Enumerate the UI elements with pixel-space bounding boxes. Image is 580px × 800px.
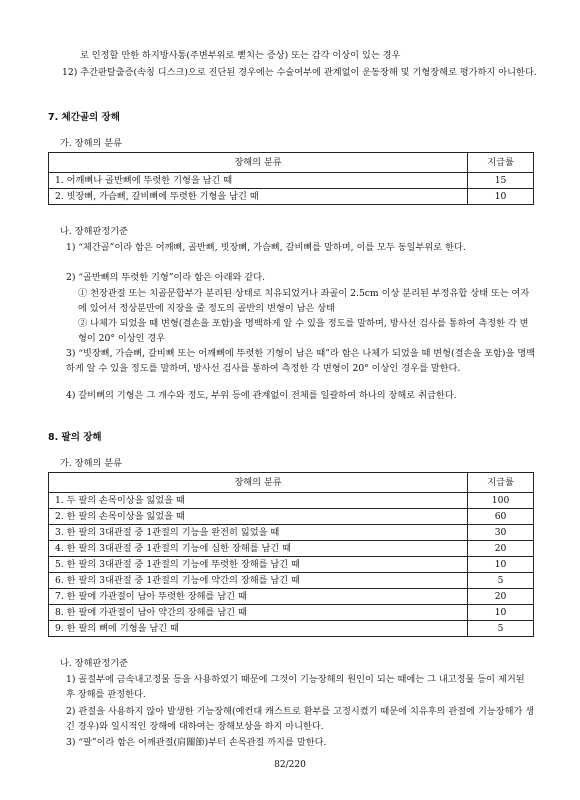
table-row <box>49 541 534 557</box>
row-rate: 10 <box>468 557 534 573</box>
row-name: 1. 두 팔의 손목이상을 잃었을 때 <box>49 493 468 509</box>
page-number: 82/220 <box>274 760 306 770</box>
row-rate: 60 <box>468 509 534 525</box>
row-name: 4. 한 팔의 3대관절 중 1관절의 기능에 심한 장해를 남긴 때 <box>49 541 468 557</box>
table-row <box>49 493 534 509</box>
section-8-subheading-b: 나. 장해판정기준 <box>60 658 128 669</box>
row-rate: 5 <box>468 573 534 589</box>
criterion-1: 1) “체간골”이라 함은 어깨뼈, 골반뼈, 빗장뼈, 가슴뼈, 갈비뼈를 말하며, 이를 모두 동일부위로 한다. <box>66 242 466 253</box>
row-rate: 20 <box>468 541 534 557</box>
section-7-title: 7. 체간골의 장해 <box>48 112 120 123</box>
table-header-row <box>49 473 534 493</box>
continuation-line: 로 인정할 만한 하지방사통(주변부위로 뻗치는 증상) 또는 감각 이상이 있는 경우 <box>80 50 401 61</box>
header-rate: 지급률 <box>468 473 534 493</box>
row-name: 2. 한 팔의 손목이상을 잃었을 때 <box>49 509 468 525</box>
table-row <box>49 525 534 541</box>
row-name: 6. 한 팔의 3대관절 중 1관절의 기능에 약간의 장해를 남긴 때 <box>49 573 468 589</box>
row-name: 5. 한 팔의 3대관절 중 1관절의 기능에 뚜렷한 장해를 남긴 때 <box>49 557 468 573</box>
row-rate: 10 <box>468 189 534 205</box>
section-8-subheading-a: 가. 장해의 분류 <box>60 458 123 469</box>
table-row <box>49 557 534 573</box>
table-row <box>49 509 534 525</box>
row-rate: 100 <box>468 493 534 509</box>
table-row <box>49 573 534 589</box>
criterion-3: 3) “팔”이라 함은 어깨관절(肩關節)부터 손목관절 까지를 말한다. <box>66 737 327 748</box>
row-name: 9. 한 팔의 뼈에 기형을 남긴 때 <box>49 621 468 637</box>
criterion-1: 1) 골절부에 금속내고정물 등을 사용하였기 때문에 그것이 기능장해의 원인이 되는 때에는 그 내고정물 등이 제거된 후 장해를 판정한다. <box>66 674 525 700</box>
row-name: 2. 빗장뼈, 가슴뼈, 갈비뼈에 뚜렷한 기형을 남긴 때 <box>49 189 468 205</box>
row-name: 1. 어깨뼈나 골반뼈에 뚜렷한 기형을 남긴 때 <box>49 173 468 189</box>
criterion-2: 2) 관절을 사용하지 않아 발생한 기능장해(예컨대 캐스트로 환부를 고정시켰기 때문에 치유후의 관절에 기능장해가 생긴 경우)와 일시적인 장해에 대하여는 장해보상을 하지 아니한다. <box>66 706 535 732</box>
section-7-subheading-a: 가. 장해의 분류 <box>60 138 123 149</box>
row-rate: 10 <box>468 605 534 621</box>
row-rate: 20 <box>468 589 534 605</box>
criterion-3: 3) “빗장뼈, 가슴뼈, 갈비뼈 또는 어깨뼈에 뚜렷한 기형이 남은 때”라 함은 나체가 되었을 때 변형(결손을 포함)을 명백하게 알 수 있을 정도를 말하며, 방사선 검사를 통하여 측정한 각 변형이 20° 이상인 경우를 말한다. <box>66 348 536 374</box>
criterion-2-b: ② 나체가 되었을 때 변형(결손을 포함)을 명백하게 알 수 있을 정도를 말하며, 방사선 검사를 통하여 측정한 각 변형이 20° 이상인 경우 <box>78 318 529 344</box>
criterion-4: 4) 갈비뼈의 기형은 그 개수와 정도, 부위 등에 관계없이 전체를 일괄하여 하나의 장해로 취급한다. <box>66 390 457 401</box>
section-8-table <box>48 472 534 637</box>
criterion-2: 2) “골반뼈의 뚜렷한 기형”이라 함은 아래와 같다. <box>66 272 266 283</box>
table-row <box>49 589 534 605</box>
table-row <box>49 621 534 637</box>
row-name: 8. 한 팔에 가관절이 남아 약간의 장해를 남긴 때 <box>49 605 468 621</box>
section-7-subheading-b: 나. 장해판정기준 <box>60 226 128 237</box>
row-name: 7. 한 팔에 가관절이 남아 뚜렷한 장해를 남긴 때 <box>49 589 468 605</box>
table-row <box>49 189 534 205</box>
section-7-table <box>48 152 534 205</box>
header-classification: 장해의 분류 <box>49 473 468 493</box>
table-row <box>49 173 534 189</box>
header-classification: 장해의 분류 <box>49 153 468 173</box>
table-header-row <box>49 153 534 173</box>
row-name: 3. 한 팔의 3대관절 중 1관절의 기능을 완전히 잃었을 때 <box>49 525 468 541</box>
item-12: 12) 추간판탈출증(속칭 디스크)으로 진단된 경우에는 수술여부에 관계없이 운동장해 및 기형장해로 평가하지 아니한다. <box>62 67 537 78</box>
row-rate: 5 <box>468 621 534 637</box>
row-rate: 15 <box>468 173 534 189</box>
table-row <box>49 605 534 621</box>
criterion-2-a: ① 천장관절 또는 치골문합부가 분리된 상태로 치유되었거나 좌골이 2.5cm 이상 분리된 부정유합 상태 또는 여자에 있어서 정상분만에 지장을 줄 정도의 골반의 변형이 남은 상태 <box>78 288 530 314</box>
header-rate: 지급률 <box>468 153 534 173</box>
row-rate: 30 <box>468 525 534 541</box>
section-8-title: 8. 팔의 장해 <box>48 432 102 443</box>
